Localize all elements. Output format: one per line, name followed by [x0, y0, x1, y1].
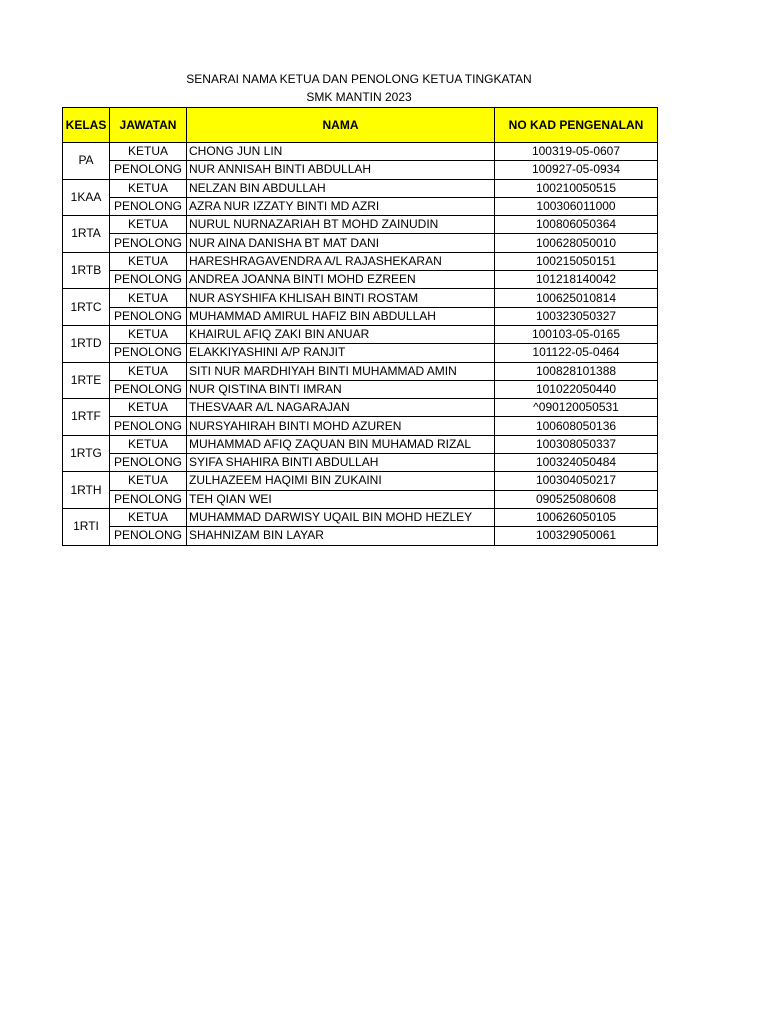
ic-cell: 101218140042 [495, 271, 658, 289]
nama-cell: NUR ASYSHIFA KHLISAH BINTI ROSTAM [187, 289, 495, 307]
ic-cell: 101122-05-0464 [495, 344, 658, 362]
kelas-cell: 1KAA [63, 179, 110, 216]
nama-cell: NURUL NURNAZARIAH BT MOHD ZAINUDIN [187, 216, 495, 234]
jawatan-cell: KETUA [110, 179, 187, 197]
jawatan-cell: PENOLONG [110, 197, 187, 215]
jawatan-cell: KETUA [110, 362, 187, 380]
class-leaders-table [62, 107, 658, 546]
kelas-cell: 1RTI [63, 508, 110, 545]
nama-cell: SYIFA SHAHIRA BINTI ABDULLAH [187, 454, 495, 472]
ic-cell: 100308050337 [495, 435, 658, 453]
table-row [63, 325, 658, 343]
jawatan-cell: KETUA [110, 435, 187, 453]
nama-cell: KHAIRUL AFIQ ZAKI BIN ANUAR [187, 325, 495, 343]
table-row [63, 472, 658, 490]
table-row [63, 380, 658, 398]
header-kelas: KELAS [63, 108, 110, 143]
jawatan-cell: KETUA [110, 472, 187, 490]
jawatan-cell: PENOLONG [110, 527, 187, 545]
nama-cell: MUHAMMAD AFIQ ZAQUAN BIN MUHAMAD RIZAL [187, 435, 495, 453]
jawatan-cell: KETUA [110, 325, 187, 343]
jawatan-cell: PENOLONG [110, 490, 187, 508]
header-ic: NO KAD PENGENALAN [495, 108, 658, 143]
nama-cell: NUR ANNISAH BINTI ABDULLAH [187, 161, 495, 179]
table-row [63, 307, 658, 325]
table-row [63, 399, 658, 417]
ic-cell: 100324050484 [495, 454, 658, 472]
table-row [63, 362, 658, 380]
document-title [62, 70, 656, 106]
title-line-1: SENARAI NAMA KETUA DAN PENOLONG KETUA TINGKATAN [186, 72, 532, 86]
ic-cell: 100625010814 [495, 289, 658, 307]
kelas-cell: 1RTA [63, 216, 110, 253]
ic-cell: 101022050440 [495, 380, 658, 398]
table-row [63, 161, 658, 179]
header-jawatan: JAWATAN [110, 108, 187, 143]
table-row [63, 344, 658, 362]
jawatan-cell: KETUA [110, 216, 187, 234]
nama-cell: THESVAAR A/L NAGARAJAN [187, 399, 495, 417]
table-body [63, 143, 658, 546]
kelas-cell: 1RTF [63, 399, 110, 436]
ic-cell: 090525080608 [495, 490, 658, 508]
table-row [63, 234, 658, 252]
ic-cell: 100626050105 [495, 508, 658, 526]
ic-cell: 100215050151 [495, 252, 658, 270]
ic-cell: 100304050217 [495, 472, 658, 490]
ic-cell: 100806050364 [495, 216, 658, 234]
kelas-cell: 1RTC [63, 289, 110, 326]
table-row [63, 271, 658, 289]
ic-cell: 100103-05-0165 [495, 325, 658, 343]
jawatan-cell: KETUA [110, 289, 187, 307]
jawatan-cell: KETUA [110, 399, 187, 417]
table-row [63, 197, 658, 215]
jawatan-cell: PENOLONG [110, 454, 187, 472]
table-row [63, 527, 658, 545]
kelas-cell: 1RTH [63, 472, 110, 509]
table-row [63, 179, 658, 197]
table-row [63, 252, 658, 270]
jawatan-cell: KETUA [110, 508, 187, 526]
table-header-row [63, 108, 658, 143]
table-row [63, 143, 658, 161]
table-row [63, 216, 658, 234]
table-row [63, 289, 658, 307]
jawatan-cell: KETUA [110, 143, 187, 161]
nama-cell: NELZAN BIN ABDULLAH [187, 179, 495, 197]
header-nama: NAMA [187, 108, 495, 143]
nama-cell: ZULHAZEEM HAQIMI BIN ZUKAINI [187, 472, 495, 490]
table-row [63, 508, 658, 526]
nama-cell: ANDREA JOANNA BINTI MOHD EZREEN [187, 271, 495, 289]
kelas-cell: 1RTD [63, 325, 110, 362]
table-row [63, 454, 658, 472]
jawatan-cell: PENOLONG [110, 417, 187, 435]
jawatan-cell: PENOLONG [110, 271, 187, 289]
nama-cell: SHAHNIZAM BIN LAYAR [187, 527, 495, 545]
ic-cell: 100306011000 [495, 197, 658, 215]
jawatan-cell: PENOLONG [110, 307, 187, 325]
kelas-cell: PA [63, 143, 110, 180]
nama-cell: HARESHRAGAVENDRA A/L RAJASHEKARAN [187, 252, 495, 270]
ic-cell: 100323050327 [495, 307, 658, 325]
ic-cell: 100210050515 [495, 179, 658, 197]
nama-cell: NUR QISTINA BINTI IMRAN [187, 380, 495, 398]
nama-cell: TEH QIAN WEI [187, 490, 495, 508]
ic-cell: 100828101388 [495, 362, 658, 380]
table-row [63, 490, 658, 508]
jawatan-cell: KETUA [110, 252, 187, 270]
kelas-cell: 1RTB [63, 252, 110, 289]
nama-cell: NUR AINA DANISHA BT MAT DANI [187, 234, 495, 252]
table-row [63, 417, 658, 435]
nama-cell: MUHAMMAD DARWISY UQAIL BIN MOHD HEZLEY [187, 508, 495, 526]
jawatan-cell: PENOLONG [110, 380, 187, 398]
ic-cell: 100628050010 [495, 234, 658, 252]
nama-cell: AZRA NUR IZZATY BINTI MD AZRI [187, 197, 495, 215]
title-line-2: SMK MANTIN 2023 [306, 90, 412, 104]
nama-cell: NURSYAHIRAH BINTI MOHD AZUREN [187, 417, 495, 435]
nama-cell: MUHAMMAD AMIRUL HAFIZ BIN ABDULLAH [187, 307, 495, 325]
jawatan-cell: PENOLONG [110, 344, 187, 362]
nama-cell: ELAKKIYASHINI A/P RANJIT [187, 344, 495, 362]
ic-cell: 100319-05-0607 [495, 143, 658, 161]
kelas-cell: 1RTG [63, 435, 110, 472]
jawatan-cell: PENOLONG [110, 234, 187, 252]
table-row [63, 435, 658, 453]
ic-cell: 100608050136 [495, 417, 658, 435]
ic-cell: 100329050061 [495, 527, 658, 545]
nama-cell: CHONG JUN LIN [187, 143, 495, 161]
nama-cell: SITI NUR MARDHIYAH BINTI MUHAMMAD AMIN [187, 362, 495, 380]
jawatan-cell: PENOLONG [110, 161, 187, 179]
ic-cell: 100927-05-0934 [495, 161, 658, 179]
kelas-cell: 1RTE [63, 362, 110, 399]
ic-cell: ^090120050531 [495, 399, 658, 417]
